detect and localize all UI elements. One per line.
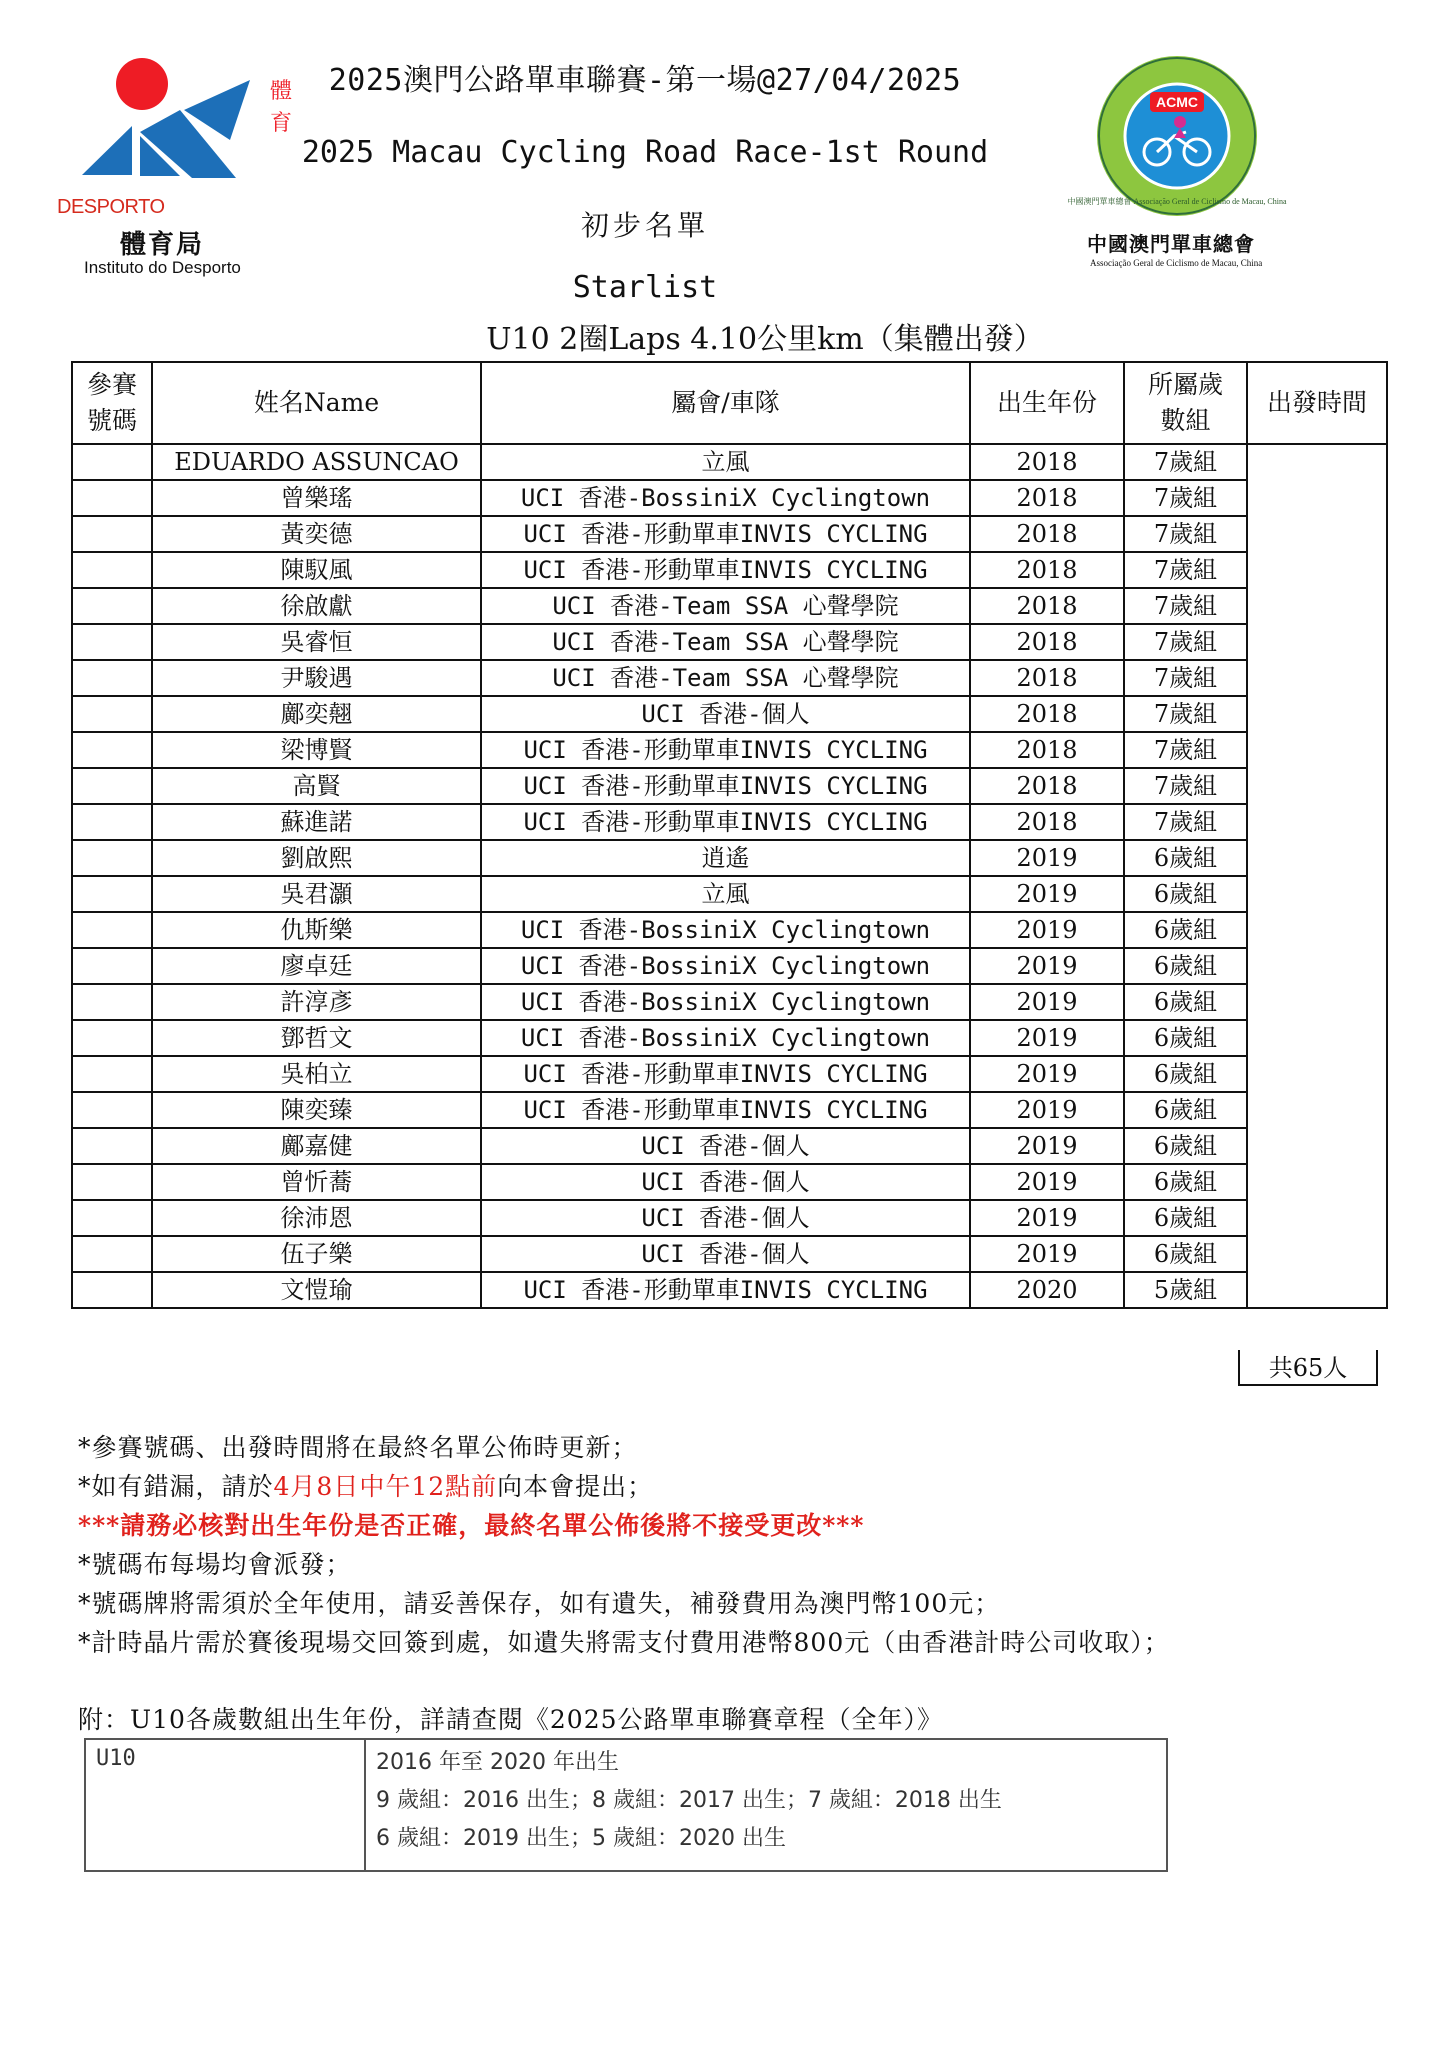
table-row <box>72 1200 1387 1236</box>
year-cell: 2019 <box>970 876 1124 912</box>
year-cell: 2019 <box>970 1128 1124 1164</box>
bib-cell <box>72 1164 152 1200</box>
club-cell: UCI 香港-Team SSA 心聲學院 <box>481 624 970 660</box>
group-cell: 6歲組 <box>1124 1236 1247 1272</box>
group-cell: 6歲組 <box>1124 1128 1247 1164</box>
name-cell: 梁博賢 <box>152 732 481 768</box>
year-cell: 2018 <box>970 588 1124 624</box>
acmc-badge-text: ACMC <box>1156 94 1198 110</box>
club-cell: UCI 香港-BossiniX Cyclingtown <box>481 1020 970 1056</box>
bib-cell <box>72 912 152 948</box>
year-cell: 2018 <box>970 480 1124 516</box>
group-cell: 7歲組 <box>1124 552 1247 588</box>
name-cell: 鄧哲文 <box>152 1020 481 1056</box>
table-row <box>72 984 1387 1020</box>
group-cell: 7歲組 <box>1124 804 1247 840</box>
club-cell: UCI 香港-形動單車INVIS CYCLING <box>481 732 970 768</box>
bib-cell <box>72 444 152 480</box>
year-cell: 2019 <box>970 1056 1124 1092</box>
year-cell: 2018 <box>970 624 1124 660</box>
starlist-table <box>71 361 1388 1309</box>
name-cell: 陳馭風 <box>152 552 481 588</box>
year-cell: 2018 <box>970 696 1124 732</box>
total-count: 共65人 <box>1238 1350 1378 1386</box>
year-cell: 2019 <box>970 1020 1124 1056</box>
name-cell: 許淳彥 <box>152 984 481 1020</box>
year-cell: 2019 <box>970 984 1124 1020</box>
name-cell: 曾樂瑤 <box>152 480 481 516</box>
table-row <box>72 660 1387 696</box>
list-title-cn: 初步名單 <box>580 209 709 242</box>
club-cell: 立風 <box>481 876 970 912</box>
table-row <box>72 480 1387 516</box>
name-cell: 徐沛恩 <box>152 1200 481 1236</box>
bib-cell <box>72 984 152 1020</box>
note-5: *號碼牌將需須於全年使用，請妥善保存，如有遺失，補發費用為澳門幣100元； <box>78 1589 1001 1618</box>
name-cell: 伍子樂 <box>152 1236 481 1272</box>
name-cell: 曾忻蕎 <box>152 1164 481 1200</box>
year-cell: 2018 <box>970 732 1124 768</box>
name-cell: 尹駿遇 <box>152 660 481 696</box>
year-cell: 2018 <box>970 804 1124 840</box>
year-cell: 2019 <box>970 1164 1124 1200</box>
table-row <box>72 588 1387 624</box>
age-table-desc <box>365 1739 1167 1871</box>
club-cell: UCI 香港-BossiniX Cyclingtown <box>481 912 970 948</box>
desporto-word: DESPORTO <box>57 196 165 218</box>
bib-cell <box>72 804 152 840</box>
desporto-cn-name: 體育局 <box>120 230 205 260</box>
table-row <box>72 948 1387 984</box>
group-cell: 6歲組 <box>1124 876 1247 912</box>
bib-cell <box>72 660 152 696</box>
club-cell: UCI 香港-Team SSA 心聲學院 <box>481 660 970 696</box>
bib-cell <box>72 1128 152 1164</box>
bib-cell <box>72 1236 152 1272</box>
table-row <box>72 516 1387 552</box>
bib-cell <box>72 948 152 984</box>
logo-char-2: 育 <box>270 111 293 136</box>
group-cell: 7歲組 <box>1124 660 1247 696</box>
club-cell: UCI 香港-個人 <box>481 1128 970 1164</box>
group-cell: 7歲組 <box>1124 444 1247 480</box>
club-cell: UCI 香港-形動單車INVIS CYCLING <box>481 1056 970 1092</box>
category-title: U10 2圈Laps 4.10公里km（集體出發） <box>486 322 1044 357</box>
note-4: *號碼布每場均會派發； <box>78 1550 352 1579</box>
col-group: 所屬歲數組 <box>1124 362 1247 444</box>
table-row <box>72 732 1387 768</box>
age-line-3: 6 歲組：2019 出生；5 歲組：2020 出生 <box>376 1826 786 1851</box>
desporto-pt-name: Instituto do Desporto <box>84 258 241 277</box>
bib-cell <box>72 768 152 804</box>
group-cell: 6歲組 <box>1124 840 1247 876</box>
group-cell: 7歲組 <box>1124 516 1247 552</box>
bib-cell <box>72 696 152 732</box>
club-cell: UCI 香港-形動單車INVIS CYCLING <box>481 1092 970 1128</box>
club-cell: UCI 香港-形動單車INVIS CYCLING <box>481 768 970 804</box>
name-cell: 吳睿恒 <box>152 624 481 660</box>
table-header-row <box>72 362 1387 444</box>
list-title-en: Starlist <box>572 270 718 305</box>
col-year: 出生年份 <box>970 362 1124 444</box>
group-cell: 7歲組 <box>1124 732 1247 768</box>
col-name: 姓名Name <box>152 362 481 444</box>
year-cell: 2019 <box>970 840 1124 876</box>
table-row <box>72 1164 1387 1200</box>
name-cell: 蘇進諾 <box>152 804 481 840</box>
start-time-cell <box>1247 444 1387 1308</box>
age-line-1: 2016 年至 2020 年出生 <box>376 1750 619 1775</box>
note-1: *參賽號碼、出發時間將在最終名單公佈時更新； <box>78 1433 638 1462</box>
col-start: 出發時間 <box>1247 362 1387 444</box>
club-cell: 逍遙 <box>481 840 970 876</box>
table-row <box>72 444 1387 480</box>
club-cell: UCI 香港-Team SSA 心聲學院 <box>481 588 970 624</box>
bib-cell <box>72 732 152 768</box>
bib-cell <box>72 516 152 552</box>
age-line-2: 9 歲組：2016 出生；8 歲組：2017 出生；7 歲組：2018 出生 <box>376 1788 1002 1813</box>
bib-cell <box>72 1200 152 1236</box>
club-cell: UCI 香港-個人 <box>481 1236 970 1272</box>
name-cell: 吳柏立 <box>152 1056 481 1092</box>
group-cell: 6歲組 <box>1124 1056 1247 1092</box>
bib-cell <box>72 876 152 912</box>
year-cell: 2020 <box>970 1272 1124 1308</box>
table-row <box>72 552 1387 588</box>
club-cell: UCI 香港-形動單車INVIS CYCLING <box>481 804 970 840</box>
age-table-label: U10 <box>85 1739 365 1871</box>
club-cell: UCI 香港-個人 <box>481 1164 970 1200</box>
club-cell: UCI 香港-個人 <box>481 696 970 732</box>
table-row <box>72 624 1387 660</box>
group-cell: 6歲組 <box>1124 1164 1247 1200</box>
table-row <box>72 1056 1387 1092</box>
note-3-warning: ***請務必核對出生年份是否正確，最終名單公佈後將不接受更改*** <box>78 1511 865 1540</box>
club-cell: UCI 香港-形動單車INVIS CYCLING <box>481 552 970 588</box>
col-bib: 參賽號碼 <box>72 362 152 444</box>
name-cell: 高賢 <box>152 768 481 804</box>
appendix-caption: 附：U10各歲數組出生年份，詳請查閱《2025公路單車聯賽章程（全年）》 <box>78 1705 944 1734</box>
acmc-ring-text: 中國澳門單車總會 Associação Geral de Ciclismo de Macau, China <box>1067 197 1287 206</box>
title-block <box>300 62 990 306</box>
name-cell: 鄺奕翹 <box>152 696 481 732</box>
name-cell: 徐啟獻 <box>152 588 481 624</box>
year-cell: 2019 <box>970 1092 1124 1128</box>
name-cell: EDUARDO ASSUNCAO <box>152 444 481 480</box>
year-cell: 2019 <box>970 948 1124 984</box>
club-cell: UCI 香港-個人 <box>481 1200 970 1236</box>
table-row <box>72 1092 1387 1128</box>
deadline-text: 4月8日中午12點前 <box>273 1472 498 1501</box>
acmc-pt-name: Associação Geral de Ciclismo de Macau, China <box>1090 258 1263 268</box>
name-cell: 鄺嘉健 <box>152 1128 481 1164</box>
col-club: 屬會/車隊 <box>481 362 970 444</box>
club-cell: UCI 香港-BossiniX Cyclingtown <box>481 984 970 1020</box>
bib-cell <box>72 1056 152 1092</box>
bib-cell <box>72 552 152 588</box>
year-cell: 2018 <box>970 768 1124 804</box>
club-cell: 立風 <box>481 444 970 480</box>
table-row <box>72 1236 1387 1272</box>
group-cell: 6歲組 <box>1124 1200 1247 1236</box>
bib-cell <box>72 1272 152 1308</box>
table-row <box>72 768 1387 804</box>
group-cell: 6歲組 <box>1124 912 1247 948</box>
group-cell: 6歲組 <box>1124 984 1247 1020</box>
name-cell: 黃奕德 <box>152 516 481 552</box>
acmc-cn-name: 中國澳門單車總會 <box>1087 232 1255 256</box>
group-cell: 6歲組 <box>1124 1092 1247 1128</box>
desporto-emblem-icon <box>80 50 293 210</box>
age-group-table <box>84 1738 1168 1872</box>
name-cell: 吳君灝 <box>152 876 481 912</box>
table-row <box>72 912 1387 948</box>
bib-cell <box>72 480 152 516</box>
group-cell: 5歲組 <box>1124 1272 1247 1308</box>
bib-cell <box>72 1092 152 1128</box>
logo-char-1: 體 <box>270 79 293 104</box>
year-cell: 2019 <box>970 1200 1124 1236</box>
table-row <box>72 1128 1387 1164</box>
bib-cell <box>72 588 152 624</box>
table-row <box>72 1020 1387 1056</box>
group-cell: 6歲組 <box>1124 948 1247 984</box>
group-cell: 7歲組 <box>1124 624 1247 660</box>
table-row <box>72 876 1387 912</box>
club-cell: UCI 香港-BossiniX Cyclingtown <box>481 948 970 984</box>
group-cell: 7歲組 <box>1124 696 1247 732</box>
title-en: 2025 Macau Cycling Road Race-1st Round <box>301 135 989 170</box>
club-cell: UCI 香港-形動單車INVIS CYCLING <box>481 516 970 552</box>
table-row <box>72 840 1387 876</box>
year-cell: 2018 <box>970 660 1124 696</box>
note-2: *如有錯漏，請於4月8日中午12點前向本會提出； <box>78 1472 654 1501</box>
name-cell: 文愷瑜 <box>152 1272 481 1308</box>
name-cell: 劉啟熙 <box>152 840 481 876</box>
title-cn: 2025澳門公路單車聯賽-第一場@27/04/2025 <box>328 63 962 98</box>
name-cell: 陳奕臻 <box>152 1092 481 1128</box>
name-cell: 廖卓廷 <box>152 948 481 984</box>
acmc-emblem-icon <box>1067 52 1287 222</box>
year-cell: 2018 <box>970 552 1124 588</box>
table-row <box>72 1272 1387 1308</box>
table-row <box>72 804 1387 840</box>
group-cell: 7歲組 <box>1124 588 1247 624</box>
year-cell: 2018 <box>970 444 1124 480</box>
group-cell: 7歲組 <box>1124 768 1247 804</box>
year-cell: 2019 <box>970 912 1124 948</box>
note-6: *計時晶片需於賽後現場交回簽到處，如遺失將需支付費用港幣800元（由香港計時公司收取）； <box>78 1628 1170 1657</box>
group-cell: 7歲組 <box>1124 480 1247 516</box>
bib-cell <box>72 624 152 660</box>
group-cell: 6歲組 <box>1124 1020 1247 1056</box>
name-cell: 仇斯樂 <box>152 912 481 948</box>
year-cell: 2019 <box>970 1236 1124 1272</box>
table-row <box>72 696 1387 732</box>
year-cell: 2018 <box>970 516 1124 552</box>
club-cell: UCI 香港-BossiniX Cyclingtown <box>481 480 970 516</box>
club-cell: UCI 香港-形動單車INVIS CYCLING <box>481 1272 970 1308</box>
bib-cell <box>72 840 152 876</box>
bib-cell <box>72 1020 152 1056</box>
notes <box>78 1428 1170 1662</box>
